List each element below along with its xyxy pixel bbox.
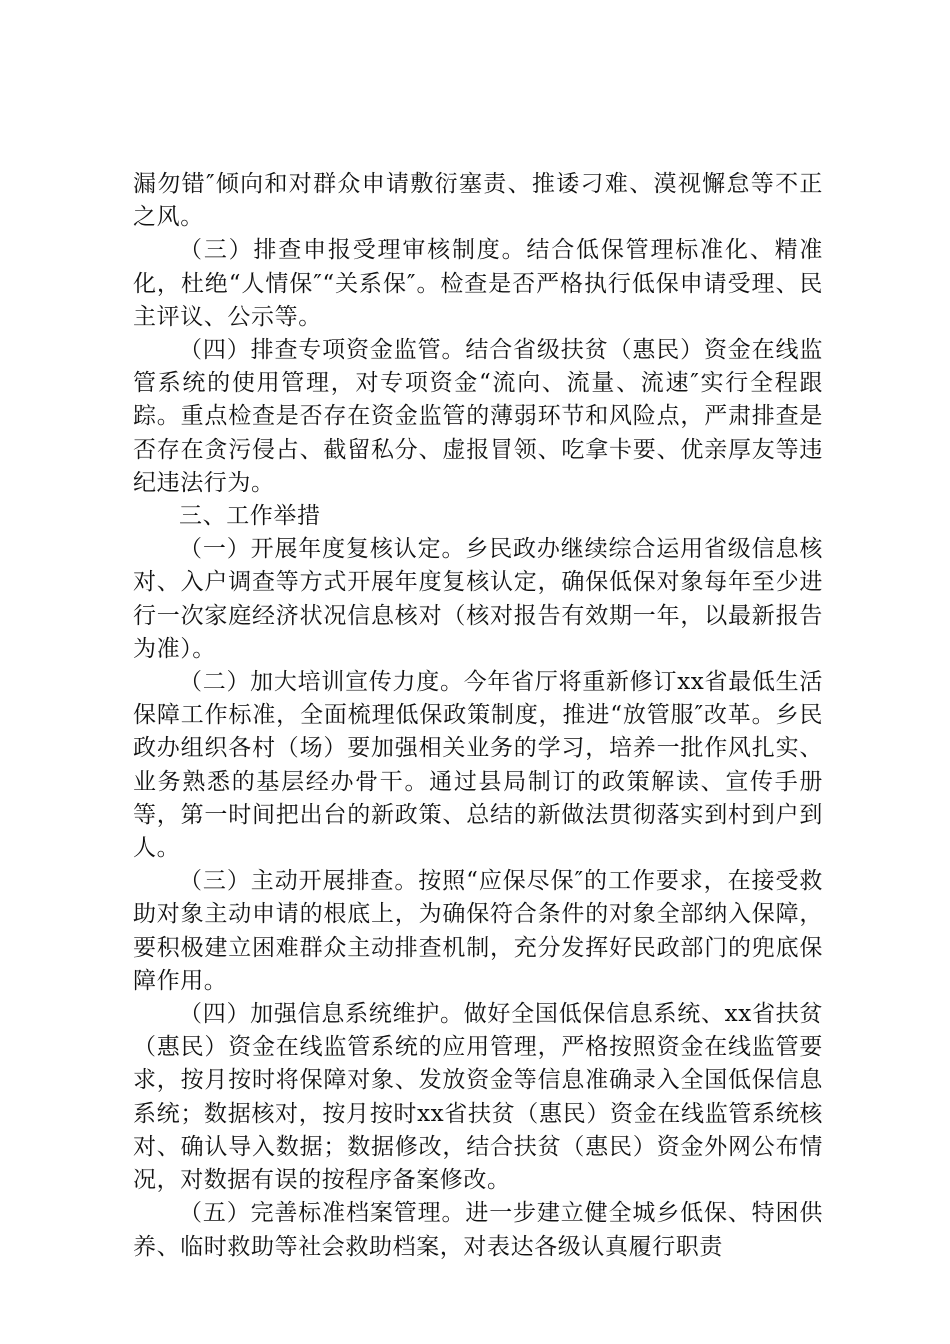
paragraph-active-screening: （三）主动开展排查。按照“应保尽保″的工作要求，在接受救助对象主动申请的根底上，为确保符合条件的对象全部纳入保障，要积极建立困难群众主动排查机制，充分发挥好民政部门的兜底保障作用。 <box>133 868 823 994</box>
paragraph-info-system: （四）加强信息系统维护。做好全国低保信息系统、xx省扶贫（惠民）资金在线监管系统的应用管理，严格按照资金在线监管要求，按月按时将保障对象、发放资金等信息准确录入全国低保信息系统；数据核对，按月按时xx省扶贫（惠民）资金在线监管系统核对、确认导入数据；数据修改，结合扶贫（惠民）资金外网公布情况，对数据有误的按程序备案修改。 <box>133 1001 823 1194</box>
paragraph-continuation: 漏勿错″倾向和对群众申请敷衍塞责、推诿刁难、漠视懈怠等不正之风。 <box>133 171 823 231</box>
paragraph-training-publicity: （二）加大培训宣传力度。今年省厅将重新修订xx省最低生活保障工作标准，全面梳理低保政策制度，推进“放管服″改革。乡民政办组织各村（场）要加强相关业务的学习，培养一批作风扎实、业务熟悉的基层经办骨干。通过县局制订的政策解读、宣传手册等，第一时间把出台的新政策、总结的新做法贯彻落实到村到户到人。 <box>133 669 823 862</box>
section-heading-measures: 三、工作举措 <box>179 503 321 530</box>
paragraph-annual-review: （一）开展年度复核认定。乡民政办继续综合运用省级信息核对、入户调查等方式开展年度复核认定，确保低保对象每年至少进行一次家庭经济状况信息核对（核对报告有效期一年，以最新报告为准）。 <box>133 536 823 662</box>
document-body <box>133 168 823 1264</box>
paragraph-review-system: （三）排查申报受理审核制度。结合低保管理标准化、精准化，杜绝“人情保″“关系保″。检查是否严格执行低保申请受理、民主评议、公示等。 <box>133 237 823 330</box>
paragraph-fund-supervision: （四）排查专项资金监管。结合省级扶贫（惠民）资金在线监管系统的使用管理，对专项资金“流向、流量、流速″实行全程跟踪。重点检查是否存在资金监管的薄弱环节和风险点，严肃排查是否存在贪污侵占、截留私分、虚报冒领、吃拿卡要、优亲厚友等违纪违法行为。 <box>133 337 823 496</box>
paragraph-archive-management: （五）完善标准档案管理。进一步建立健全城乡低保、特困供养、临时救助等社会救助档案，对表达各级认真履行职责 <box>133 1200 823 1260</box>
